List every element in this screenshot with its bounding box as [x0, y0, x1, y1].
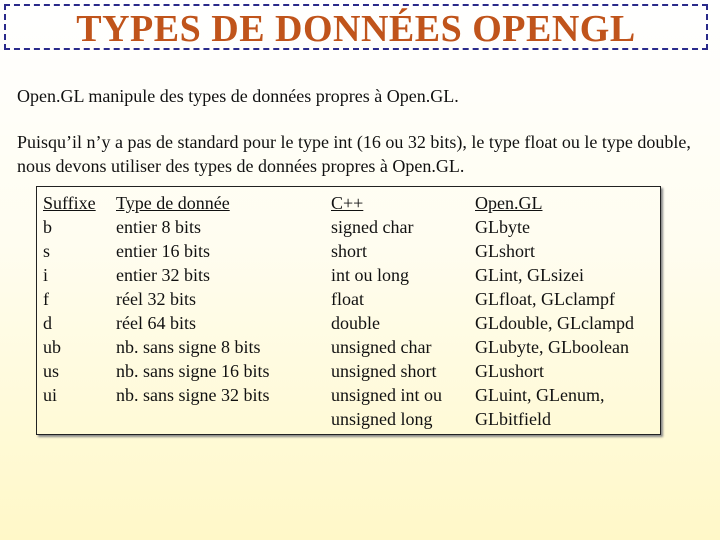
- opengl-cell: GLbyte: [475, 217, 530, 237]
- type-cell: entier 16 bits: [116, 241, 210, 261]
- cpp-cell: short: [331, 241, 367, 261]
- cpp-cell: unsigned short: [331, 361, 437, 381]
- opengl-column: [475, 191, 634, 431]
- opengl-cell: GLfloat, GLclampf: [475, 289, 615, 309]
- opengl-cell: GLshort: [475, 241, 535, 261]
- cpp-cell: signed char: [331, 217, 414, 237]
- cpp-cell: float: [331, 289, 364, 309]
- suffixe-cell: i: [43, 265, 49, 285]
- suffixe-header: Suffixe: [43, 193, 96, 213]
- explanation-paragraph: Puisqu’il n’y a pas de standard pour le type int (16 ou 32 bits), le type float ou le type double, nous devons utiliser des types de données propres à Open.GL.: [17, 132, 691, 176]
- type-column: [116, 191, 270, 407]
- type-cell: entier 32 bits: [116, 265, 210, 285]
- type-cell: réel 32 bits: [116, 289, 196, 309]
- cpp-column: [331, 191, 442, 431]
- cpp-cell: unsigned int ou: [331, 385, 442, 405]
- type-cell: entier 8 bits: [116, 217, 201, 237]
- opengl-cell: GLdouble, GLclampd: [475, 313, 634, 333]
- cpp-cell: unsigned char: [331, 337, 432, 357]
- type-cell: nb. sans signe 8 bits: [116, 337, 261, 357]
- suffixe-cell: d: [43, 313, 52, 333]
- intro-paragraph: Open.GL manipule des types de données propres à Open.GL.: [17, 86, 459, 106]
- suffixe-cell: ub: [43, 337, 61, 357]
- title-frame: [4, 4, 708, 50]
- opengl-cell: GLuint, GLenum,: [475, 385, 605, 405]
- suffixe-cell: s: [43, 241, 51, 261]
- opengl-cell: GLint, GLsizei: [475, 265, 584, 285]
- opengl-cell: GLbitfield: [475, 409, 551, 429]
- cpp-cell: double: [331, 313, 380, 333]
- suffixe-cell: ui: [43, 385, 58, 405]
- opengl-cell: GLushort: [475, 361, 544, 381]
- type-cell: nb. sans signe 16 bits: [116, 361, 270, 381]
- suffixe-cell: f: [43, 289, 49, 309]
- suffixe-cell: b: [43, 217, 52, 237]
- cpp-header: C++: [331, 193, 364, 213]
- page-title: TYPES DE DONNÉES OPENGL: [76, 8, 636, 50]
- type-cell: nb. sans signe 32 bits: [116, 385, 270, 405]
- suffixe-cell: us: [43, 361, 60, 381]
- type-header: Type de donnée: [116, 193, 230, 213]
- opengl-cell: GLubyte, GLboolean: [475, 337, 629, 357]
- type-cell: réel 64 bits: [116, 313, 196, 333]
- cpp-cell: int ou long: [331, 265, 410, 285]
- types-table: [36, 186, 661, 435]
- suffixe-column: [43, 191, 96, 407]
- cpp-cell: unsigned long: [331, 409, 433, 429]
- opengl-header: Open.GL: [475, 193, 543, 213]
